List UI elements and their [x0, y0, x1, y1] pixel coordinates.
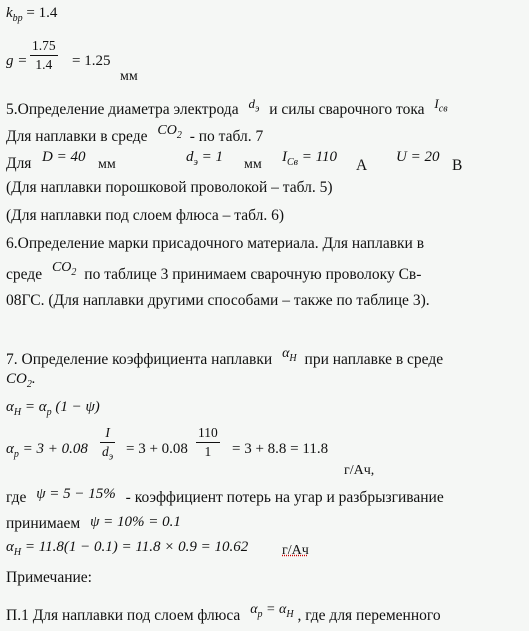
eq1-alpha: α	[6, 399, 14, 415]
s7-line1	[6, 346, 444, 371]
note-label: Примечание:	[6, 569, 92, 586]
p1-eq-mid: = α	[262, 602, 287, 617]
eq1-alpha-sub: Н	[13, 407, 22, 418]
s7-alpha	[282, 346, 297, 364]
eq2-frac2-num: 110	[198, 425, 218, 440]
eq3-alpha-sub: Н	[13, 547, 22, 558]
kbp-symbol: k	[6, 5, 13, 21]
eq2-frac1	[100, 425, 115, 463]
section5-title-rest: и силы сварочного тока	[269, 101, 425, 118]
eq3-unit-text: г/Ач	[282, 543, 309, 558]
section5-title	[6, 96, 448, 121]
eq2-d: = 3 + 8.8 = 11.8	[232, 441, 329, 457]
alpha-subscript: Н	[289, 352, 297, 364]
p1-eq-sub: Н	[286, 608, 294, 620]
psi-range: ψ = 5 − 15%	[36, 486, 116, 502]
eq2-frac1-den	[100, 442, 115, 463]
s5-amp: А	[356, 157, 368, 174]
s5-Ise	[282, 150, 337, 168]
s7-co2	[6, 372, 36, 390]
eq3	[6, 540, 248, 558]
d-symbol: d	[248, 96, 255, 111]
s6-line2-tail: по таблице 3 принимаем сварочную проволоку Св-	[84, 266, 422, 283]
de-subscript: э	[193, 157, 198, 168]
s6-co2-text: CO	[51, 260, 72, 275]
d-subscript: э	[254, 103, 260, 115]
p1-alpha: α	[250, 602, 258, 617]
where-rest: - коэффициент потерь на угар и разбрызгивание	[125, 489, 444, 506]
p1-line	[6, 602, 441, 627]
eq2-alpha-sub: р	[13, 449, 19, 460]
s5-line2-text: Для наплавки в среде	[6, 128, 148, 145]
eq3-rest: = 11.8(1 − 0.1) = 11.8 × 0.9 = 10.62	[21, 539, 249, 555]
eq2-den1: d	[102, 444, 109, 459]
eq3-alpha: α	[6, 539, 14, 555]
s5-line2-tail: - по табл. 7	[189, 128, 264, 145]
accept-line	[6, 516, 181, 532]
g-symbol: g =	[6, 53, 28, 69]
eq2-c: = 3 + 0.08	[126, 441, 188, 457]
eq2-frac2-den: 1	[196, 442, 220, 460]
electrode-diameter-symbol	[248, 96, 260, 115]
section5-title-text: 5.Определение диаметра электрода	[6, 101, 239, 118]
ise-value: = 110	[298, 149, 338, 165]
g-denominator: 1.4	[30, 55, 58, 73]
eq1	[6, 400, 100, 418]
i-subscript: св	[438, 103, 448, 115]
eq2-den1-sub: э	[108, 451, 114, 463]
co2-subscript: 2	[176, 129, 182, 141]
s7-title-text: 7. Определение коэффициента наплавки	[6, 351, 273, 368]
ise-symbol: I	[282, 149, 287, 165]
where-text: где	[6, 489, 27, 506]
s6-co2-subscript: 2	[71, 266, 77, 278]
p1-rest: , где для переменного	[297, 607, 441, 624]
where-line	[6, 486, 444, 506]
s7-co2-subscript: 2	[26, 379, 32, 390]
s5-volt: В	[452, 157, 463, 174]
i-symbol: I	[434, 96, 439, 111]
eq2-b: = 3 + 0.08	[18, 441, 88, 457]
eq2-frac2	[196, 425, 220, 460]
eq2-frac1-num: I	[105, 425, 110, 440]
s6-line1: 6.Определение марки присадочного материала. Для наплавки в	[6, 235, 425, 252]
eq1-sub2: р	[46, 407, 52, 418]
s5-U: U = 20	[396, 149, 440, 165]
p1-eq	[250, 602, 294, 620]
s6-co2	[51, 260, 77, 278]
eq3-unit	[282, 544, 309, 558]
eq2-unit: г/Ач,	[344, 463, 375, 478]
kbp-value: = 1.4	[22, 5, 58, 21]
p1-alpha-sub: р	[257, 608, 263, 620]
p1-text: П.1 Для наплавки под слоем флюса	[6, 607, 241, 624]
s7-co2-text: CO	[6, 371, 27, 387]
psi-value: ψ = 10% = 0.1	[90, 514, 181, 530]
s6-line2-text: среде	[6, 266, 43, 283]
s7-title-rest: при наплавке в среде	[304, 351, 444, 368]
s5-de	[186, 150, 223, 168]
eq2-alpha: α	[6, 441, 14, 457]
s6-line2	[6, 260, 422, 286]
section5-line2	[6, 123, 264, 148]
eq1-tail: (1 − ψ)	[51, 399, 100, 415]
g-value: = 1.25	[72, 53, 111, 69]
kbp-subscript: bp	[12, 13, 23, 24]
g-numerator: 1.75	[32, 38, 56, 53]
de-value: = 1	[197, 149, 224, 165]
s5-line4: (Для наплавки порошковой проволокой – табл. 5)	[6, 179, 333, 196]
s6-line3: 08ГС. (Для наплавки другими способами – также по таблице 3).	[6, 292, 430, 309]
eq1-rest: = α	[21, 399, 47, 415]
g-unit: мм	[120, 69, 138, 84]
eq2-left	[6, 442, 88, 460]
s5-mm1: мм	[98, 157, 116, 172]
g-fraction	[30, 38, 58, 73]
s5-mm2: мм	[244, 157, 262, 172]
s5-D-value: D = 40	[42, 149, 86, 165]
alpha-symbol: α	[282, 346, 290, 361]
de-symbol: d	[186, 149, 194, 165]
s5-for-label: Для	[6, 155, 32, 172]
co2-text: CO	[157, 123, 177, 138]
ise-subscript: Св	[287, 157, 299, 168]
s7-dot: .	[31, 371, 36, 387]
co2-formula	[157, 123, 182, 141]
kbp-formula	[6, 6, 57, 24]
s5-line5: (Для наплавки под слоем флюса – табл. 6)	[6, 207, 285, 224]
current-symbol	[434, 96, 448, 115]
accept-text: принимаем	[6, 515, 81, 532]
